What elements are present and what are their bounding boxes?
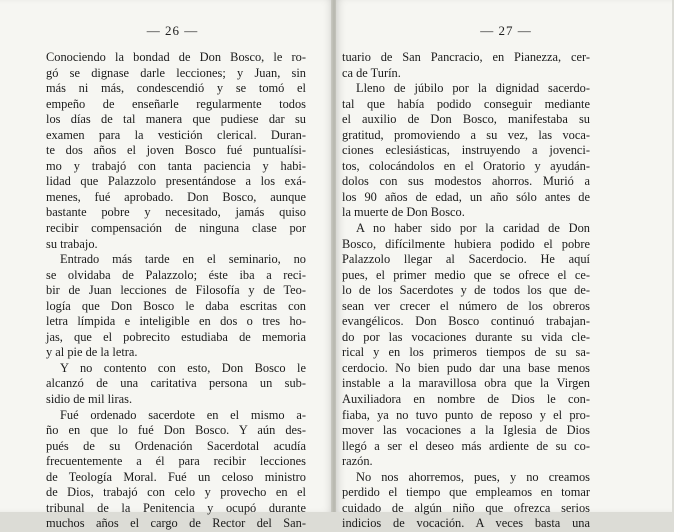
left-page-body — [46, 50, 306, 532]
text-line: Lleno de júbilo por la dignidad sacerdo- — [356, 81, 590, 96]
text-line: perdido el tiempo que empleamos en tomar — [342, 485, 590, 500]
text-line: letra límpida e inteligible en dos o tres ho- — [46, 314, 306, 329]
text-line: Entrado más tarde en el seminario, no — [60, 252, 306, 267]
text-line: ño en que lo fué Don Bosco. Y aún des- — [46, 423, 306, 438]
text-line: y al pie de la letra. — [46, 345, 138, 360]
text-line: A no haber sido por la caridad de Don — [356, 221, 590, 236]
left-page — [0, 0, 333, 531]
text-line: el auxilio de Don Bosco, manifestaba su — [342, 112, 590, 127]
text-line: ciones eclesiásticas, instruyendo a jovenci- — [342, 143, 590, 158]
text-line: jas, que el pobrecito estudiaba de memoria — [46, 329, 306, 344]
text-line: fiaba, ya no tuvo punto de reposo y el pro- — [342, 407, 590, 422]
text-line: de Dios, trabajó con celo y provecho en el — [46, 485, 306, 500]
text-line: lo de los Sacerdotes y de todos los que de- — [342, 283, 590, 298]
text-line: No nos ahorremos, pues, y no creamos — [356, 469, 590, 484]
text-line: bastante pobre y necesitado, jamás quiso — [46, 205, 306, 220]
text-line: cerdocio. No bien pudo dar una base menos — [342, 360, 590, 375]
text-line: evangélicos. Don Bosco continuó trabajan- — [342, 314, 590, 329]
text-line: de Teología Moral. Fué un celoso ministro — [46, 469, 306, 484]
text-line: Bosco, difícilmente hubiera podido el pobre — [342, 236, 590, 251]
text-line: tal que había podido conseguir mediante — [342, 96, 590, 111]
text-line: alcanzó de una caritativa persona un sub- — [46, 376, 306, 391]
text-line: tos, colocándolos en el Oratorio y ayudán- — [342, 158, 590, 173]
text-line: menes, fué aprobado. Don Bosco, aunque — [46, 189, 306, 204]
text-line: recibir compensación de ninguna clase por — [46, 221, 306, 236]
text-line: sidio de mil liras. — [46, 392, 133, 407]
text-line: sean ver crecer el número de los obreros — [342, 298, 590, 313]
text-line: Y no contento con esto, Don Bosco le — [60, 360, 306, 375]
text-line: gó se dignase darle lecciones; y Juan, sin — [46, 65, 306, 80]
text-line: tuario de San Pancracio, en Pianezza, cer- — [342, 50, 590, 64]
text-line: rical y en los primeros tiempos de su sa- — [342, 345, 590, 360]
text-line: Palazzolo llegar al Sacerdocio. He aquí — [342, 252, 590, 267]
text-line: llegó a ser el deseo más ardiente de su co- — [342, 438, 590, 453]
text-line: te dos años el joven Bosco fué puntualísi- — [46, 143, 306, 158]
text-line: frecuentemente a él para recibir lecciones — [46, 454, 306, 469]
text-line: Conociendo la bondad de Don Bosco, le ro- — [46, 50, 306, 64]
text-line: muchos años el cargo de Rector del San- — [46, 516, 306, 531]
text-line: pués de su Ordenación Sacerdotal acudía — [46, 438, 306, 453]
text-line: gratitud, promoviendo a su vez, las voca- — [342, 127, 590, 142]
text-line: pues, el primer medio que se ofrece el ce- — [342, 267, 590, 282]
text-line: Fué ordenado sacerdote en el mismo a- — [60, 407, 306, 422]
text-line: empeño de enseñarle regularmente todos — [46, 96, 306, 111]
text-line: razón. — [342, 454, 373, 469]
text-line: examen para la vestición clerical. Duran- — [46, 127, 306, 142]
text-line: tribunal de la Penitencia y ocupó durante — [46, 500, 306, 515]
text-line: se olvidaba de Palazzolo; éste iba a reci- — [46, 267, 306, 282]
text-line: bir de Juan lecciones de Filosofía y de Teo- — [46, 283, 306, 298]
text-line: do por las vocaciones durante su vida cle- — [342, 329, 590, 344]
text-line: más ni más, condescendió y se tomó el — [46, 81, 306, 96]
page-number-right: — 27 — — [480, 23, 532, 38]
text-line: indicios de vocación. A veces basta una — [342, 516, 590, 531]
text-line: los días de tal manera que pudiese dar su — [46, 112, 306, 127]
text-line: ca de Turín. — [342, 65, 401, 80]
text-line: logía que Don Bosco le daba escritas con — [46, 298, 306, 313]
text-line: cuidado de algún niño que ofrezca serios — [342, 500, 590, 515]
text-line: instable a la maravillosa obra que la Virgen — [342, 376, 590, 391]
text-line: dolos con sus modestos ahorros. Murió a — [342, 174, 590, 189]
text-line: los 90 años de edad, un año sólo antes de — [342, 189, 590, 204]
text-line: mover las vocaciones a la Iglesia de Dios — [342, 423, 590, 438]
text-line: Auxiliadora en nombre de Dios le con- — [342, 392, 590, 407]
text-line: la muerte de Don Bosco. — [342, 205, 465, 220]
text-line: su trabajo. — [46, 236, 98, 251]
text-line: mo y trabajó con tanta paciencia y habi- — [46, 158, 306, 173]
right-page-body — [342, 50, 590, 532]
page-number-left: — 26 — — [146, 23, 199, 38]
text-line: lidad que Palazzolo presentándose a los exá- — [46, 174, 306, 189]
